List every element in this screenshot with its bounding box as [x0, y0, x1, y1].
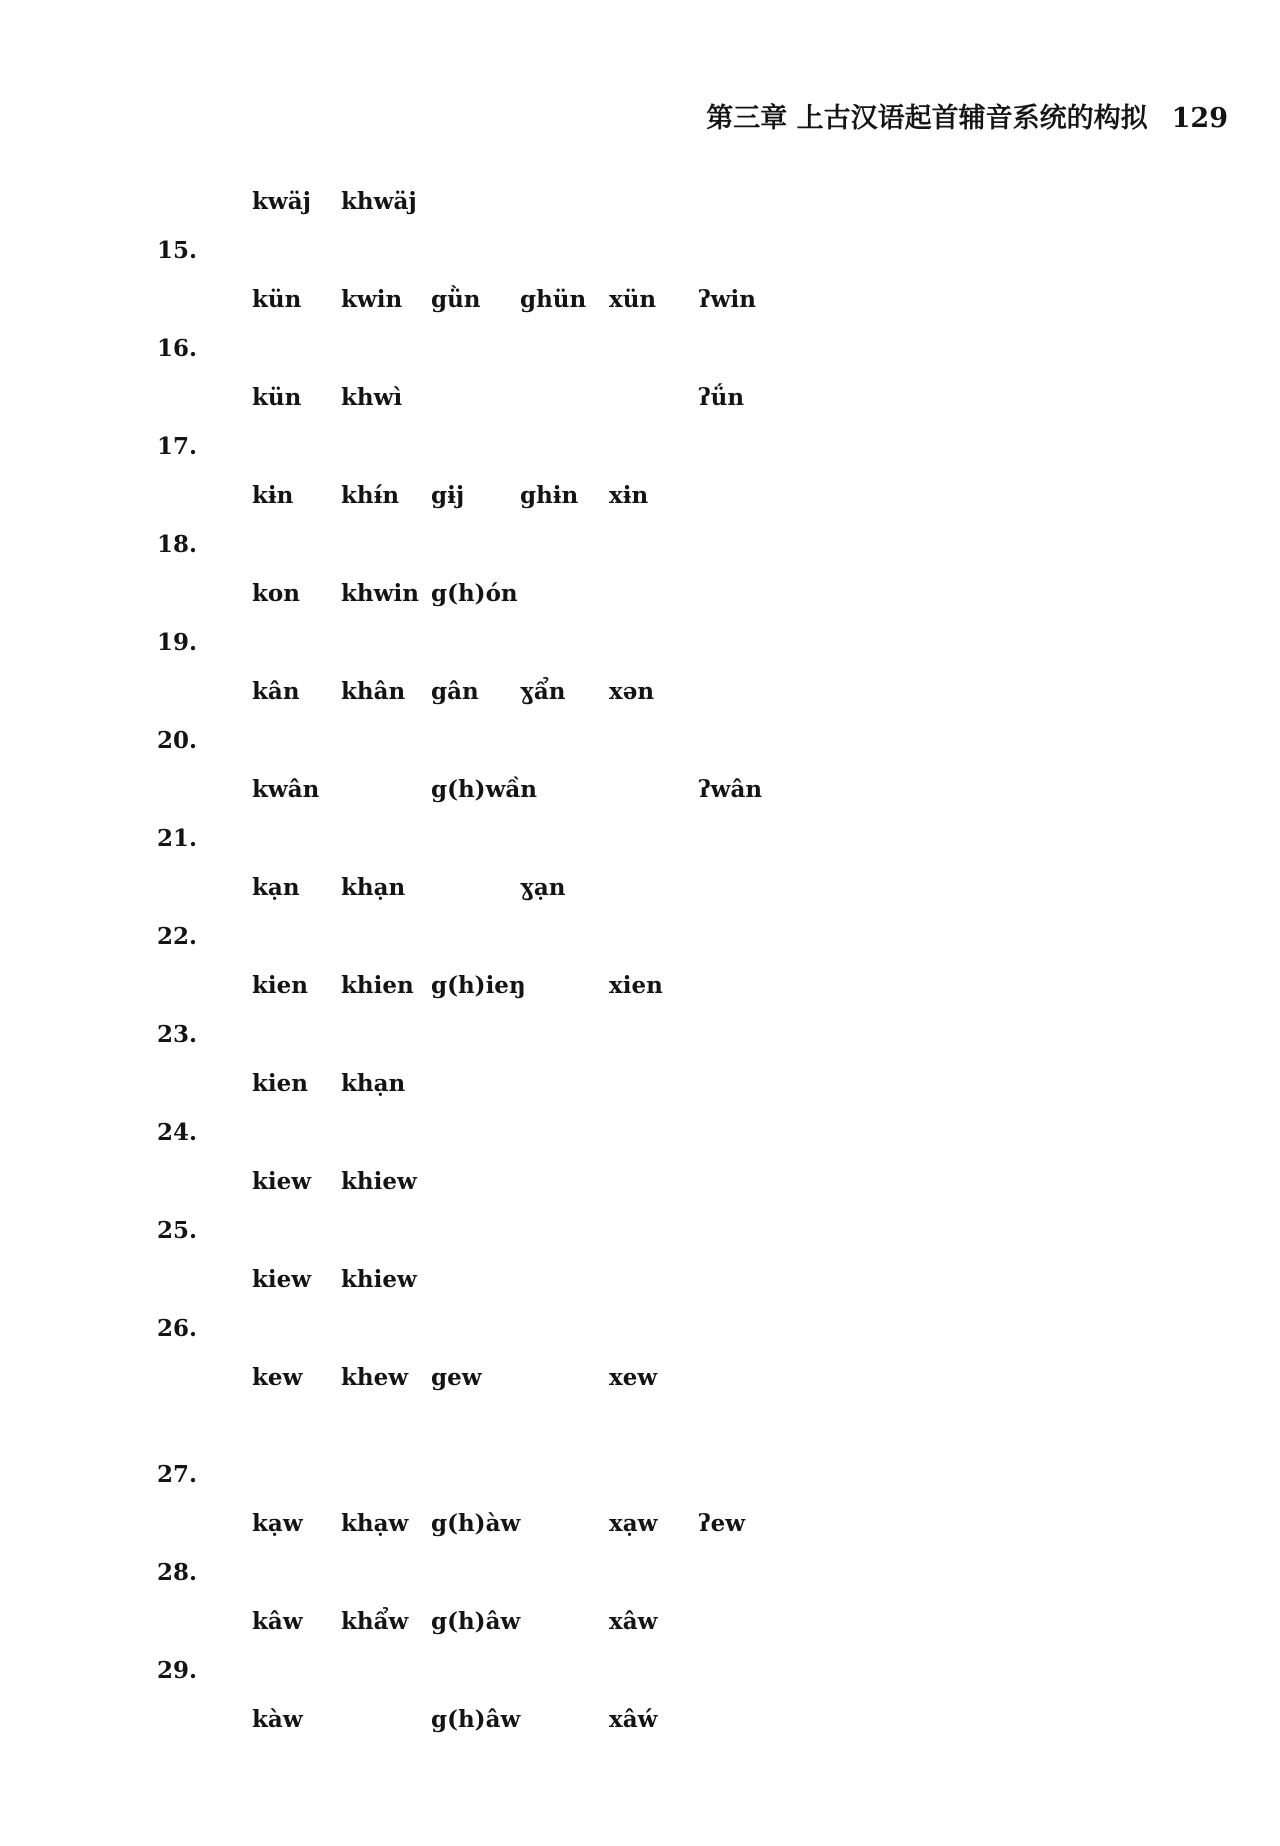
table-cell: kwin — [341, 286, 403, 313]
table-cell: khwì — [341, 384, 403, 411]
table-row — [0, 966, 1280, 1006]
table-cell: gew — [431, 1364, 482, 1391]
table-cell: ʔew — [698, 1510, 746, 1537]
table-cell: xən — [609, 678, 655, 705]
row-label: 26. — [157, 1315, 198, 1342]
table-cell: kàw — [252, 1706, 303, 1733]
table-cell: ɣẩn — [520, 678, 566, 705]
table-cell: ʔǘn — [698, 384, 745, 411]
table-row — [0, 525, 1280, 565]
table-cell: xâẃ — [609, 1706, 658, 1733]
table-cell: ghün — [520, 286, 587, 313]
table-cell: gɨj — [431, 482, 465, 509]
row-label: 16. — [157, 335, 198, 362]
table-row — [0, 623, 1280, 663]
table-cell: kon — [252, 580, 300, 607]
table-cell: g(h)ieŋ — [431, 972, 526, 999]
table-cell: kwäj — [252, 188, 311, 215]
table-cell: xün — [609, 286, 657, 313]
table-row — [0, 1015, 1280, 1055]
table-cell: ghɨn — [520, 482, 579, 509]
table-cell: ʔwin — [698, 286, 756, 313]
row-label: 27. — [157, 1461, 198, 1488]
table-cell: khwin — [341, 580, 419, 607]
table-cell: khân — [341, 678, 406, 705]
table-row — [0, 1651, 1280, 1691]
table-row — [0, 721, 1280, 761]
table-row — [0, 1358, 1280, 1398]
table-cell: g(h)wần — [431, 776, 537, 803]
table-row — [0, 427, 1280, 467]
table-cell: kiew — [252, 1266, 312, 1293]
table-cell: kew — [252, 1364, 303, 1391]
table-row — [0, 1162, 1280, 1202]
row-label: 24. — [157, 1119, 198, 1146]
row-label: 29. — [157, 1657, 198, 1684]
table-cell: kün — [252, 384, 302, 411]
table-cell: kɨn — [252, 482, 294, 509]
table-row — [0, 1700, 1280, 1740]
table-cell: g(h)âw — [431, 1706, 521, 1733]
table-cell: khew — [341, 1364, 409, 1391]
table-row — [0, 231, 1280, 271]
table-cell: gǜn — [431, 286, 481, 313]
table-cell: khiew — [341, 1266, 417, 1293]
table-row — [0, 182, 1280, 222]
row-label: 28. — [157, 1559, 198, 1586]
table-row — [0, 770, 1280, 810]
table-row — [0, 1260, 1280, 1300]
table-cell: khiew — [341, 1168, 417, 1195]
table-cell: xạw — [609, 1510, 658, 1537]
row-label: 25. — [157, 1217, 198, 1244]
table-cell: kiew — [252, 1168, 312, 1195]
table-row — [0, 1455, 1280, 1495]
table-cell: g(h)âw — [431, 1608, 521, 1635]
table-row — [0, 1064, 1280, 1104]
table-cell: ɣạn — [520, 874, 566, 901]
table-cell: kien — [252, 972, 309, 999]
running-header — [706, 96, 1228, 135]
table-cell: xâw — [609, 1608, 658, 1635]
row-label: 21. — [157, 825, 198, 852]
row-label: 23. — [157, 1021, 198, 1048]
table-cell: khien — [341, 972, 414, 999]
table-cell: khɨ́n — [341, 482, 400, 509]
table-cell: kâw — [252, 1608, 303, 1635]
table-cell: khạn — [341, 1070, 406, 1097]
table-row — [0, 329, 1280, 369]
row-label: 22. — [157, 923, 198, 950]
table-cell: kün — [252, 286, 302, 313]
table-row — [0, 1602, 1280, 1642]
table-row — [0, 1504, 1280, 1544]
table-row — [0, 476, 1280, 516]
table-row — [0, 280, 1280, 320]
table-row — [0, 868, 1280, 908]
table-cell: khẩw — [341, 1608, 409, 1635]
table-cell: g(h)àw — [431, 1510, 521, 1537]
table-row — [0, 1553, 1280, 1593]
table-row — [0, 672, 1280, 712]
table-cell: xɨn — [609, 482, 649, 509]
row-label: 18. — [157, 531, 198, 558]
table-row — [0, 819, 1280, 859]
table-cell: ʔwân — [698, 776, 763, 803]
row-label: 20. — [157, 727, 198, 754]
table-row — [0, 1113, 1280, 1153]
row-label: 15. — [157, 237, 198, 264]
table-row — [0, 1309, 1280, 1349]
table-cell: khwäj — [341, 188, 417, 215]
table-cell: g(h)ón — [431, 580, 518, 607]
table-cell: khạw — [341, 1510, 409, 1537]
table-row — [0, 917, 1280, 957]
table-cell: kạw — [252, 1510, 303, 1537]
table-cell: kân — [252, 678, 300, 705]
table-cell: kien — [252, 1070, 309, 1097]
table-cell: kạn — [252, 874, 300, 901]
table-cell: xew — [609, 1364, 658, 1391]
table-row — [0, 1211, 1280, 1251]
table-row — [0, 378, 1280, 418]
table-cell: kwân — [252, 776, 320, 803]
table-cell: gân — [431, 678, 479, 705]
table-cell: xien — [609, 972, 663, 999]
chapter-title: 第三章 上古汉语起首辅音系统的构拟 — [706, 103, 1148, 134]
table-cell: khạn — [341, 874, 406, 901]
table-row — [0, 574, 1280, 614]
row-label: 17. — [157, 433, 198, 460]
page-number: 129 — [1171, 103, 1228, 134]
row-label: 19. — [157, 629, 198, 656]
